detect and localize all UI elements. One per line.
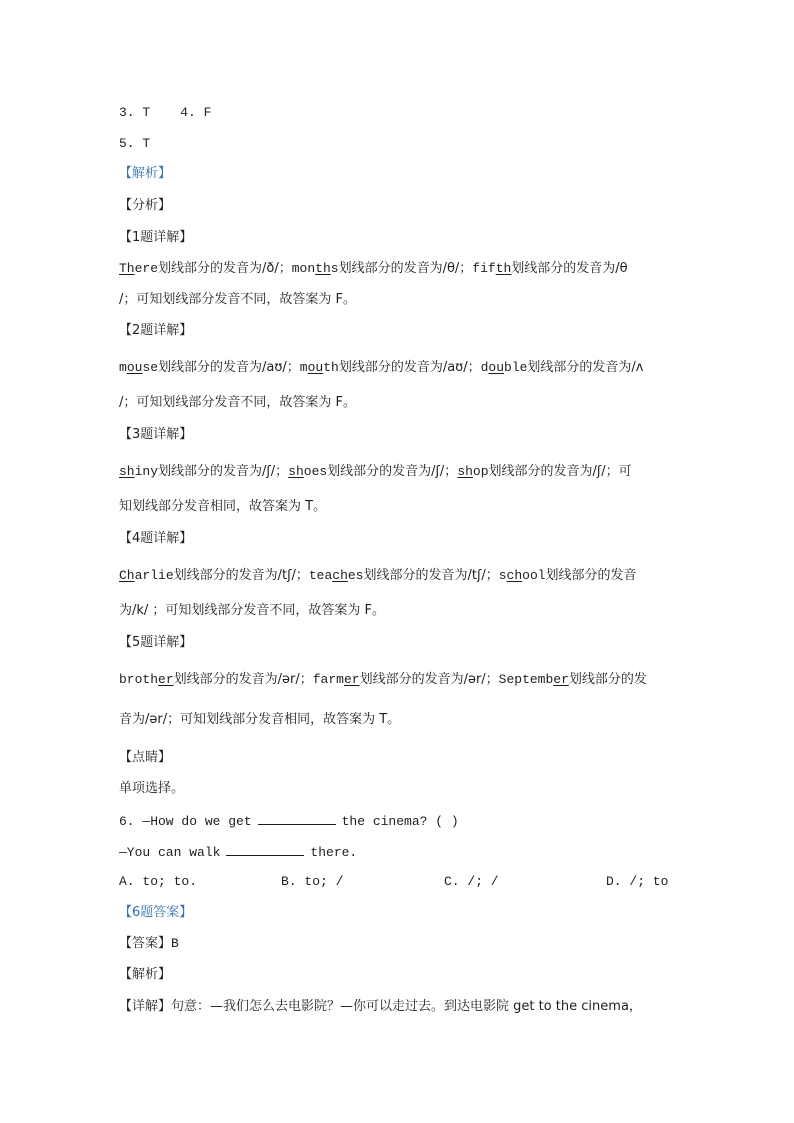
q6-reply-text-a: —You can walk xyxy=(119,845,221,860)
q1-word1-underlined: Th xyxy=(119,261,135,276)
q4-heading: 【4题详解】 xyxy=(119,531,193,546)
q6-option-a: A. to; to. xyxy=(119,874,198,889)
q6-option-c: C. /; / xyxy=(444,874,499,889)
q6-detail-tag: 【详解】 xyxy=(119,999,172,1014)
q3-word1-underlined: sh xyxy=(119,464,135,479)
answer-3: 3. T xyxy=(119,105,151,120)
q4-text-3: 划线部分的发音 xyxy=(545,568,637,583)
q5-heading: 【5题详解】 xyxy=(119,635,193,650)
q5-line-2: 音为/ər/；可知划线部分发音相同，故答案为 T。 xyxy=(119,712,401,727)
q1-word3-a: fif xyxy=(472,261,496,276)
q2-word3-a: d xyxy=(480,360,489,375)
section-dianjing: 【点睛】 xyxy=(119,750,172,765)
q4-line-2: 为/k/ ；可知划线部分发音不同，故答案为 F。 xyxy=(119,603,386,618)
q1-text-2: 划线部分的发音为/θ/； xyxy=(338,261,473,276)
q6-option-d: D. /; to xyxy=(606,874,669,889)
q5-word2-underlined: er xyxy=(343,672,360,687)
q5-text-3: 划线部分的发 xyxy=(568,672,647,687)
q4-word2-b: es xyxy=(347,568,364,583)
q2-word1-a: m xyxy=(119,360,127,375)
q5-line-1 xyxy=(119,671,647,689)
section-fenxi: 【分析】 xyxy=(119,198,172,213)
q6-question-line-2 xyxy=(119,842,357,862)
q2-word2-underlined: ou xyxy=(307,360,324,375)
q6-answer-heading: 【6题答案】 xyxy=(119,905,193,920)
q4-text-1: 划线部分的发音为/tʃ/； xyxy=(173,568,309,583)
q4-word2-a: tea xyxy=(308,568,333,583)
q3-word2-underlined: sh xyxy=(288,464,304,479)
q4-word2-underlined: ch xyxy=(332,568,348,583)
q5-word1-a: broth xyxy=(119,672,159,687)
q2-word2-a: m xyxy=(299,360,308,375)
q3-word1-rest: iny xyxy=(134,464,159,479)
q5-word2-a: farm xyxy=(312,672,344,687)
q1-word2-b: s xyxy=(330,261,339,276)
q1-line-2: /；可知划线部分发音不同，故答案为 F。 xyxy=(119,292,356,307)
q4-line-1 xyxy=(119,567,637,585)
q1-word2-underlined: th xyxy=(315,261,331,276)
q2-word3-underlined: ou xyxy=(488,360,505,375)
q2-word1-b: se xyxy=(142,360,159,375)
answers-line-2: 5. T xyxy=(119,136,151,151)
q4-word3-b: ool xyxy=(522,568,546,583)
q1-line-1 xyxy=(119,260,628,278)
q6-question-line-1 xyxy=(119,811,459,831)
q3-heading: 【3题详解】 xyxy=(119,427,193,442)
q5-word3-underlined: er xyxy=(553,672,569,687)
q2-word2-b: th xyxy=(323,360,339,375)
q6-blank-2 xyxy=(226,842,304,856)
q4-text-2: 划线部分的发音为/tʃ/； xyxy=(363,568,499,583)
answer-4: 4. F xyxy=(180,105,212,120)
q1-word3-underlined: th xyxy=(495,261,512,276)
q4-word3-underlined: ch xyxy=(506,568,523,583)
q1-word2-a: mon xyxy=(291,261,316,276)
q2-text-2: 划线部分的发音为/aʊ/； xyxy=(338,360,481,375)
q5-word1-underlined: er xyxy=(158,672,174,687)
section-danxiang: 单项选择。 xyxy=(119,781,185,796)
q2-text-1: 划线部分的发音为/aʊ/； xyxy=(158,360,300,375)
q3-text-2: 划线部分的发音为/ʃ/； xyxy=(327,464,458,479)
answers-line-1 xyxy=(119,104,211,122)
q1-text-1: 划线部分的发音为/ð/； xyxy=(158,261,292,276)
q1-word1-rest: ere xyxy=(134,261,159,276)
q6-option-b: B. to; / xyxy=(281,874,344,889)
q2-line-1 xyxy=(119,359,644,377)
q3-text-1: 划线部分的发音为/ʃ/； xyxy=(158,464,289,479)
q6-analysis-heading: 【解析】 xyxy=(119,967,172,982)
q2-line-2: /；可知划线部分发音不同，故答案为 F。 xyxy=(119,395,356,410)
q5-word3-a: Septemb xyxy=(498,672,554,687)
q6-answer-line xyxy=(119,935,179,953)
q6-answer-value: B xyxy=(171,936,179,951)
q4-word1-underlined: Ch xyxy=(119,568,135,583)
q3-word3-rest: op xyxy=(472,464,489,479)
q5-text-1: 划线部分的发音为/ər/； xyxy=(173,672,313,687)
q3-word2-rest: oes xyxy=(303,464,328,479)
q3-text-3: 划线部分的发音为/ʃ/；可 xyxy=(488,464,632,479)
section-analysis: 【解析】 xyxy=(119,166,172,181)
q3-word3-underlined: sh xyxy=(457,464,473,479)
q6-answer-tag: 【答案】 xyxy=(119,936,172,951)
q3-line-1 xyxy=(119,463,632,481)
q4-word3-a: s xyxy=(498,568,507,583)
q1-heading: 【1题详解】 xyxy=(119,230,193,245)
q6-question-text-b: the cinema? ( ) xyxy=(341,814,459,829)
q4-word1-rest: arlie xyxy=(134,568,174,583)
q2-word3-b: ble xyxy=(504,360,528,375)
q6-blank-1 xyxy=(258,811,336,825)
q2-text-3: 划线部分的发音为/ʌ xyxy=(527,360,644,375)
q1-text-3: 划线部分的发音为/θ xyxy=(511,261,628,276)
q6-options xyxy=(119,873,679,891)
q2-heading: 【2题详解】 xyxy=(119,323,193,338)
q6-reply-text-b: there. xyxy=(310,845,358,860)
q6-detail-line xyxy=(119,998,642,1016)
q5-text-2: 划线部分的发音为/ər/； xyxy=(359,672,499,687)
q3-line-2: 知划线部分发音相同，故答案为 T。 xyxy=(119,499,327,514)
q2-word1-underlined: ou xyxy=(126,360,143,375)
q6-question-text-a: 6. —How do we get xyxy=(119,814,252,829)
q6-detail-text: 句意：—我们怎么去电影院？—你可以走过去。到达电影院 get to the cinema， xyxy=(171,999,642,1014)
